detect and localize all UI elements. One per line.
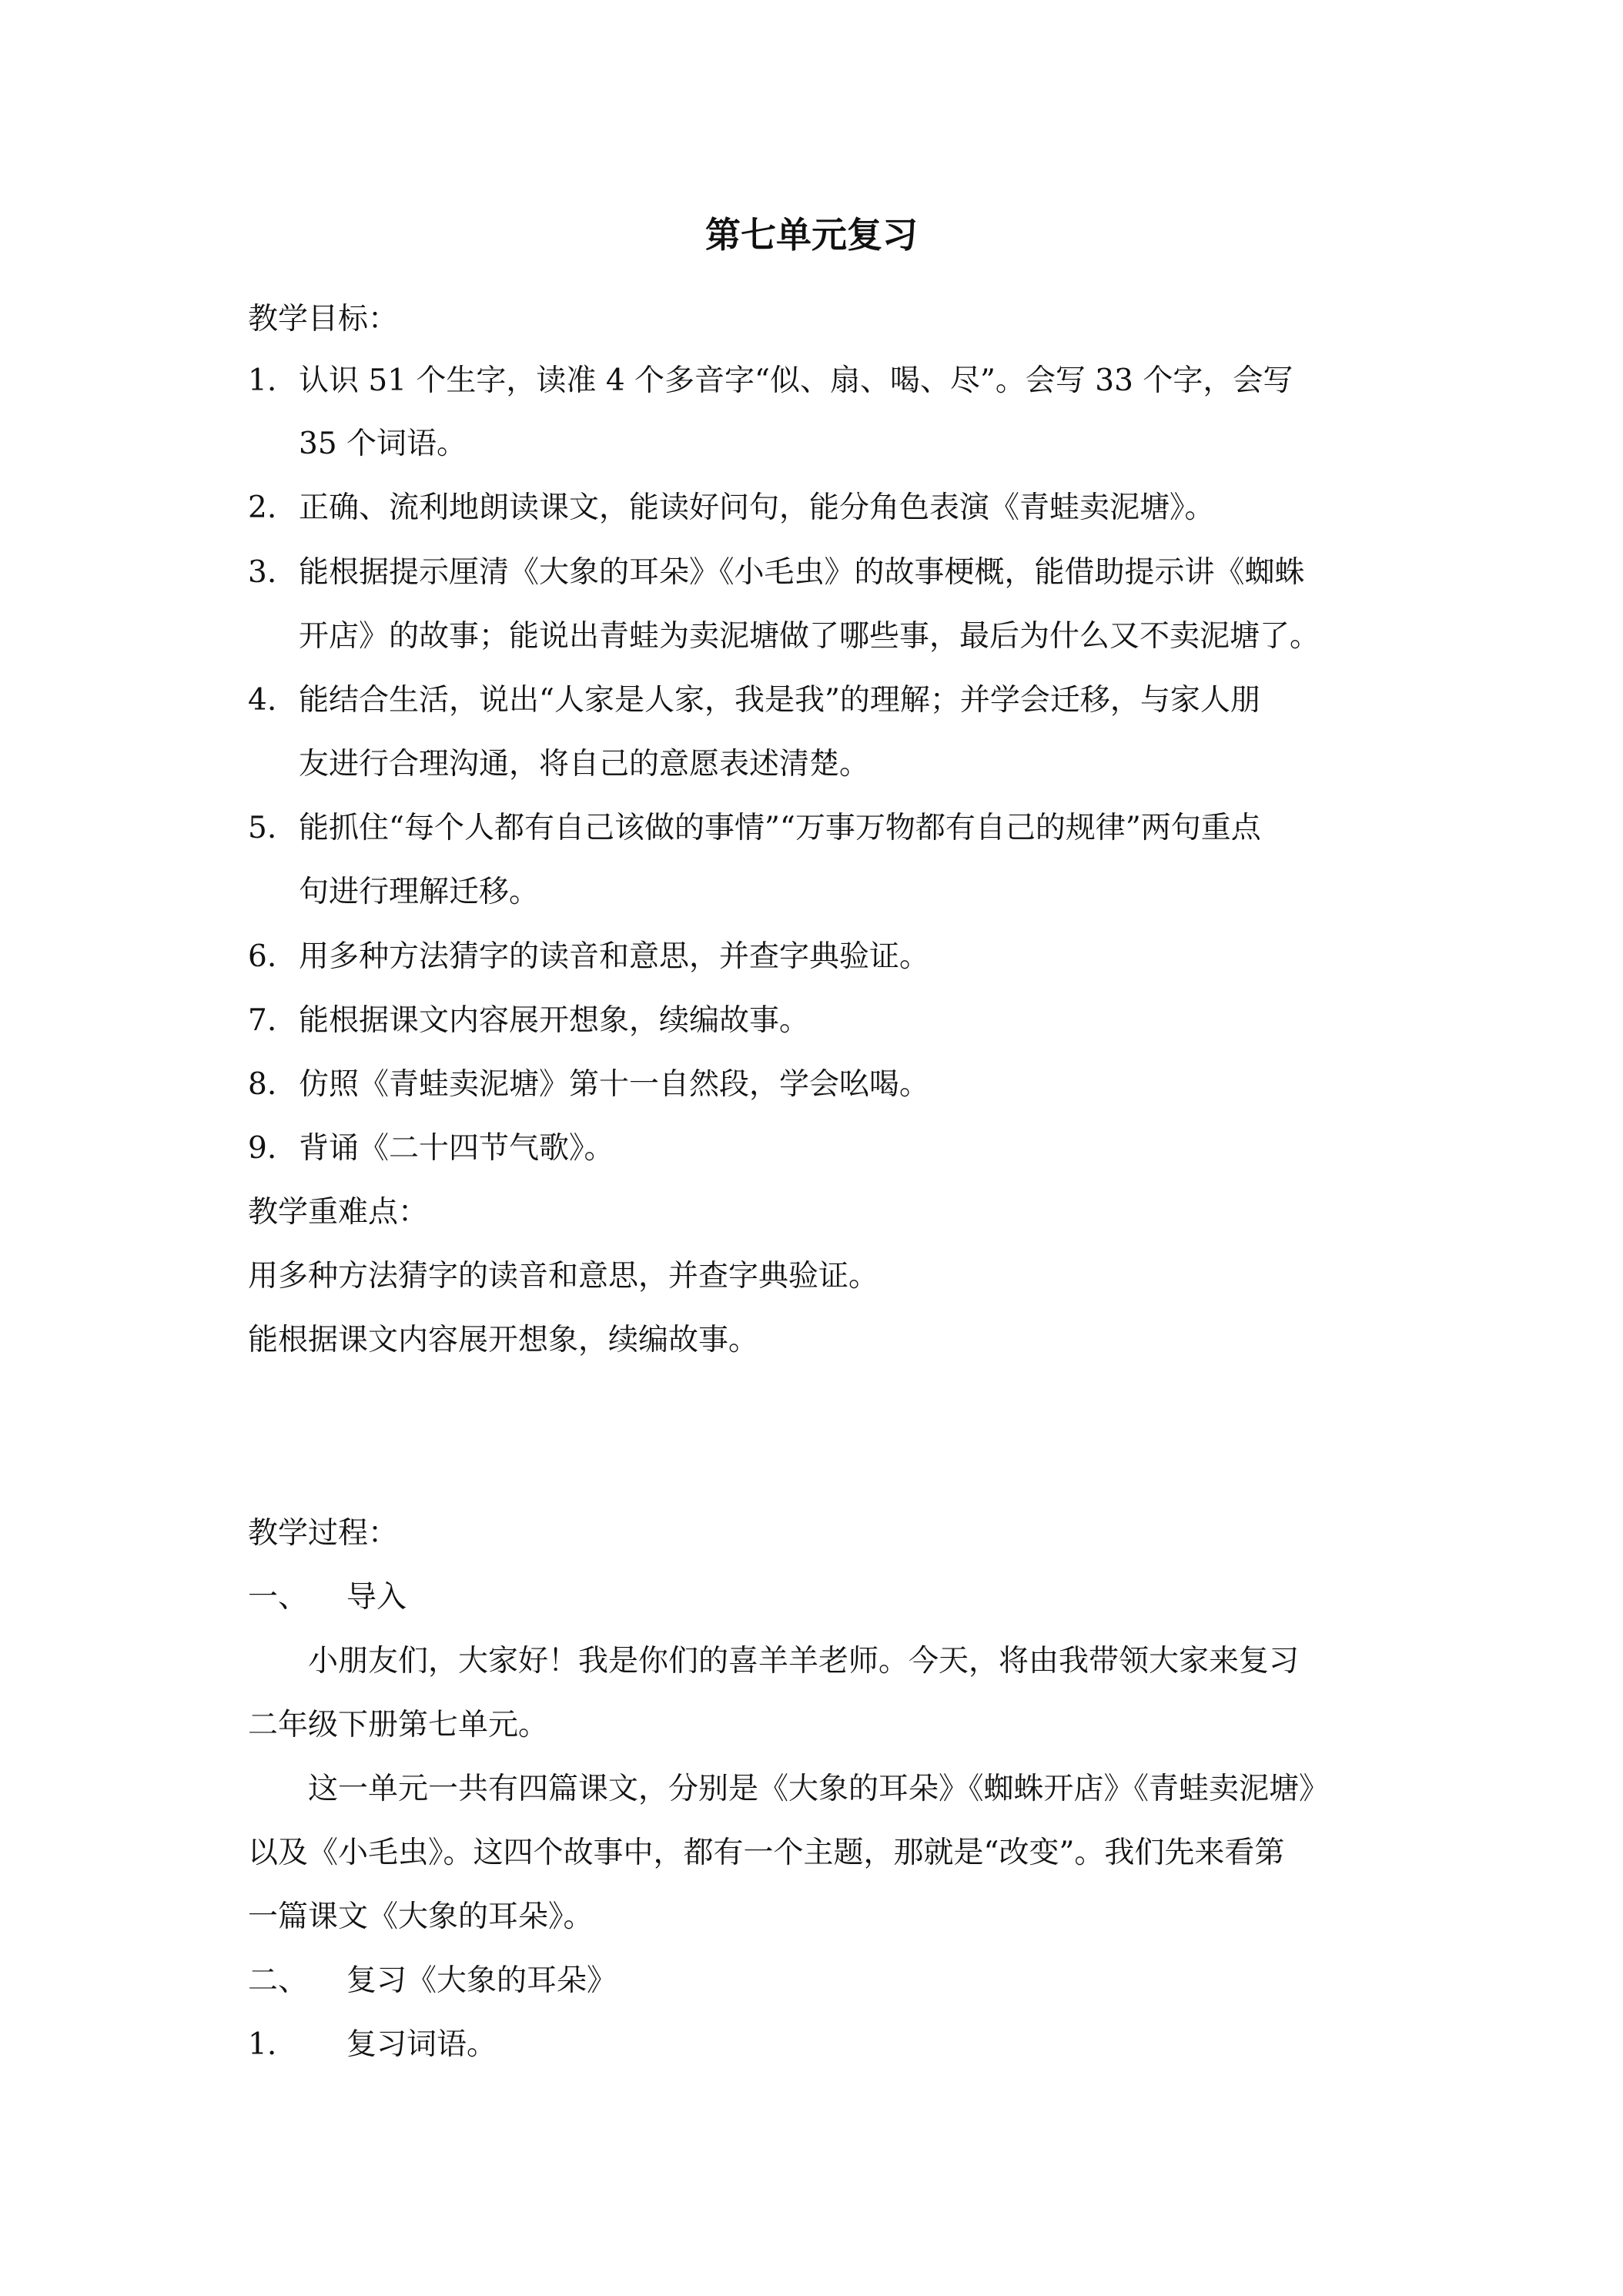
page-title: 第七单元复习 bbox=[705, 214, 918, 256]
key-points-heading: 教学重难点： bbox=[248, 1195, 429, 1230]
objective-text: 句进行理解迁移。 bbox=[299, 875, 540, 909]
objective-number: 7. bbox=[248, 1003, 277, 1038]
paragraph-line: 二年级下册第七单元。 bbox=[248, 1708, 549, 1742]
objective-text: 能根据提示厘清《大象的耳朵》《小毛虫》的故事梗概，能借助提示讲《蜘蛛 bbox=[299, 555, 1305, 590]
objective-text: 背诵《二十四节气歌》。 bbox=[299, 1131, 614, 1166]
section-title: 复习《大象的耳朵》 bbox=[346, 1963, 617, 1998]
paragraph-line: 这一单元一共有四篇课文，分别是《大象的耳朵》《蜘蛛开店》《青蛙卖泥塘》 bbox=[308, 1772, 1330, 1806]
objectives-heading: 教学目标： bbox=[248, 302, 399, 336]
section-number: 二、 bbox=[248, 1963, 309, 1998]
objective-number: 3. bbox=[248, 555, 277, 590]
step-number: 1. bbox=[248, 2027, 277, 2062]
objective-number: 9. bbox=[248, 1131, 277, 1166]
objective-number: 6. bbox=[248, 939, 277, 974]
objective-text: 能抓住“每个人都有自己该做的事情”“万事万物都有自己的规律”两句重点 bbox=[299, 811, 1261, 845]
objective-text: 用多种方法猜字的读音和意思，并查字典验证。 bbox=[299, 939, 930, 974]
section-number: 一、 bbox=[248, 1580, 309, 1615]
paragraph-line: 小朋友们，大家好！我是你们的喜羊羊老师。今天，将由我带领大家来复习 bbox=[308, 1644, 1300, 1678]
objective-number: 2. bbox=[248, 490, 277, 525]
step-title: 复习词语。 bbox=[346, 2027, 497, 2062]
objective-text: 开店》的故事；能说出青蛙为卖泥塘做了哪些事，最后为什么又不卖泥塘了。 bbox=[299, 619, 1320, 654]
objective-text: 仿照《青蛙卖泥塘》第十一自然段，学会吆喝。 bbox=[299, 1067, 930, 1102]
key-point: 用多种方法猜字的读音和意思，并查字典验证。 bbox=[248, 1259, 879, 1294]
objective-text: 能结合生活，说出“人家是人家，我是我”的理解；并学会迁移，与家人朋 bbox=[299, 683, 1260, 718]
objective-text: 友进行合理沟通，将自己的意愿表述清楚。 bbox=[299, 747, 870, 782]
key-point: 能根据课文内容展开想象，续编故事。 bbox=[248, 1323, 759, 1357]
paragraph-line: 一篇课文《大象的耳朵》。 bbox=[248, 1899, 594, 1934]
objective-number: 5. bbox=[248, 811, 277, 845]
objective-number: 1. bbox=[248, 363, 277, 398]
objective-number: 4. bbox=[248, 683, 277, 718]
objective-text: 能根据课文内容展开想象，续编故事。 bbox=[299, 1003, 810, 1038]
objective-text: 35 个词语。 bbox=[299, 427, 467, 461]
paragraph-line: 以及《小毛虫》。这四个故事中，都有一个主题，那就是“改变”。我们先来看第 bbox=[248, 1836, 1285, 1870]
objective-text: 认识 51 个生字，读准 4 个多音字“似、扇、喝、尽”。会写 33 个字，会写 bbox=[299, 363, 1293, 398]
process-heading: 教学过程： bbox=[248, 1516, 399, 1551]
objective-text: 正确、流利地朗读课文，能读好问句，能分角色表演《青蛙卖泥塘》。 bbox=[299, 490, 1215, 525]
section-title: 导入 bbox=[346, 1580, 407, 1615]
objective-number: 8. bbox=[248, 1067, 277, 1102]
